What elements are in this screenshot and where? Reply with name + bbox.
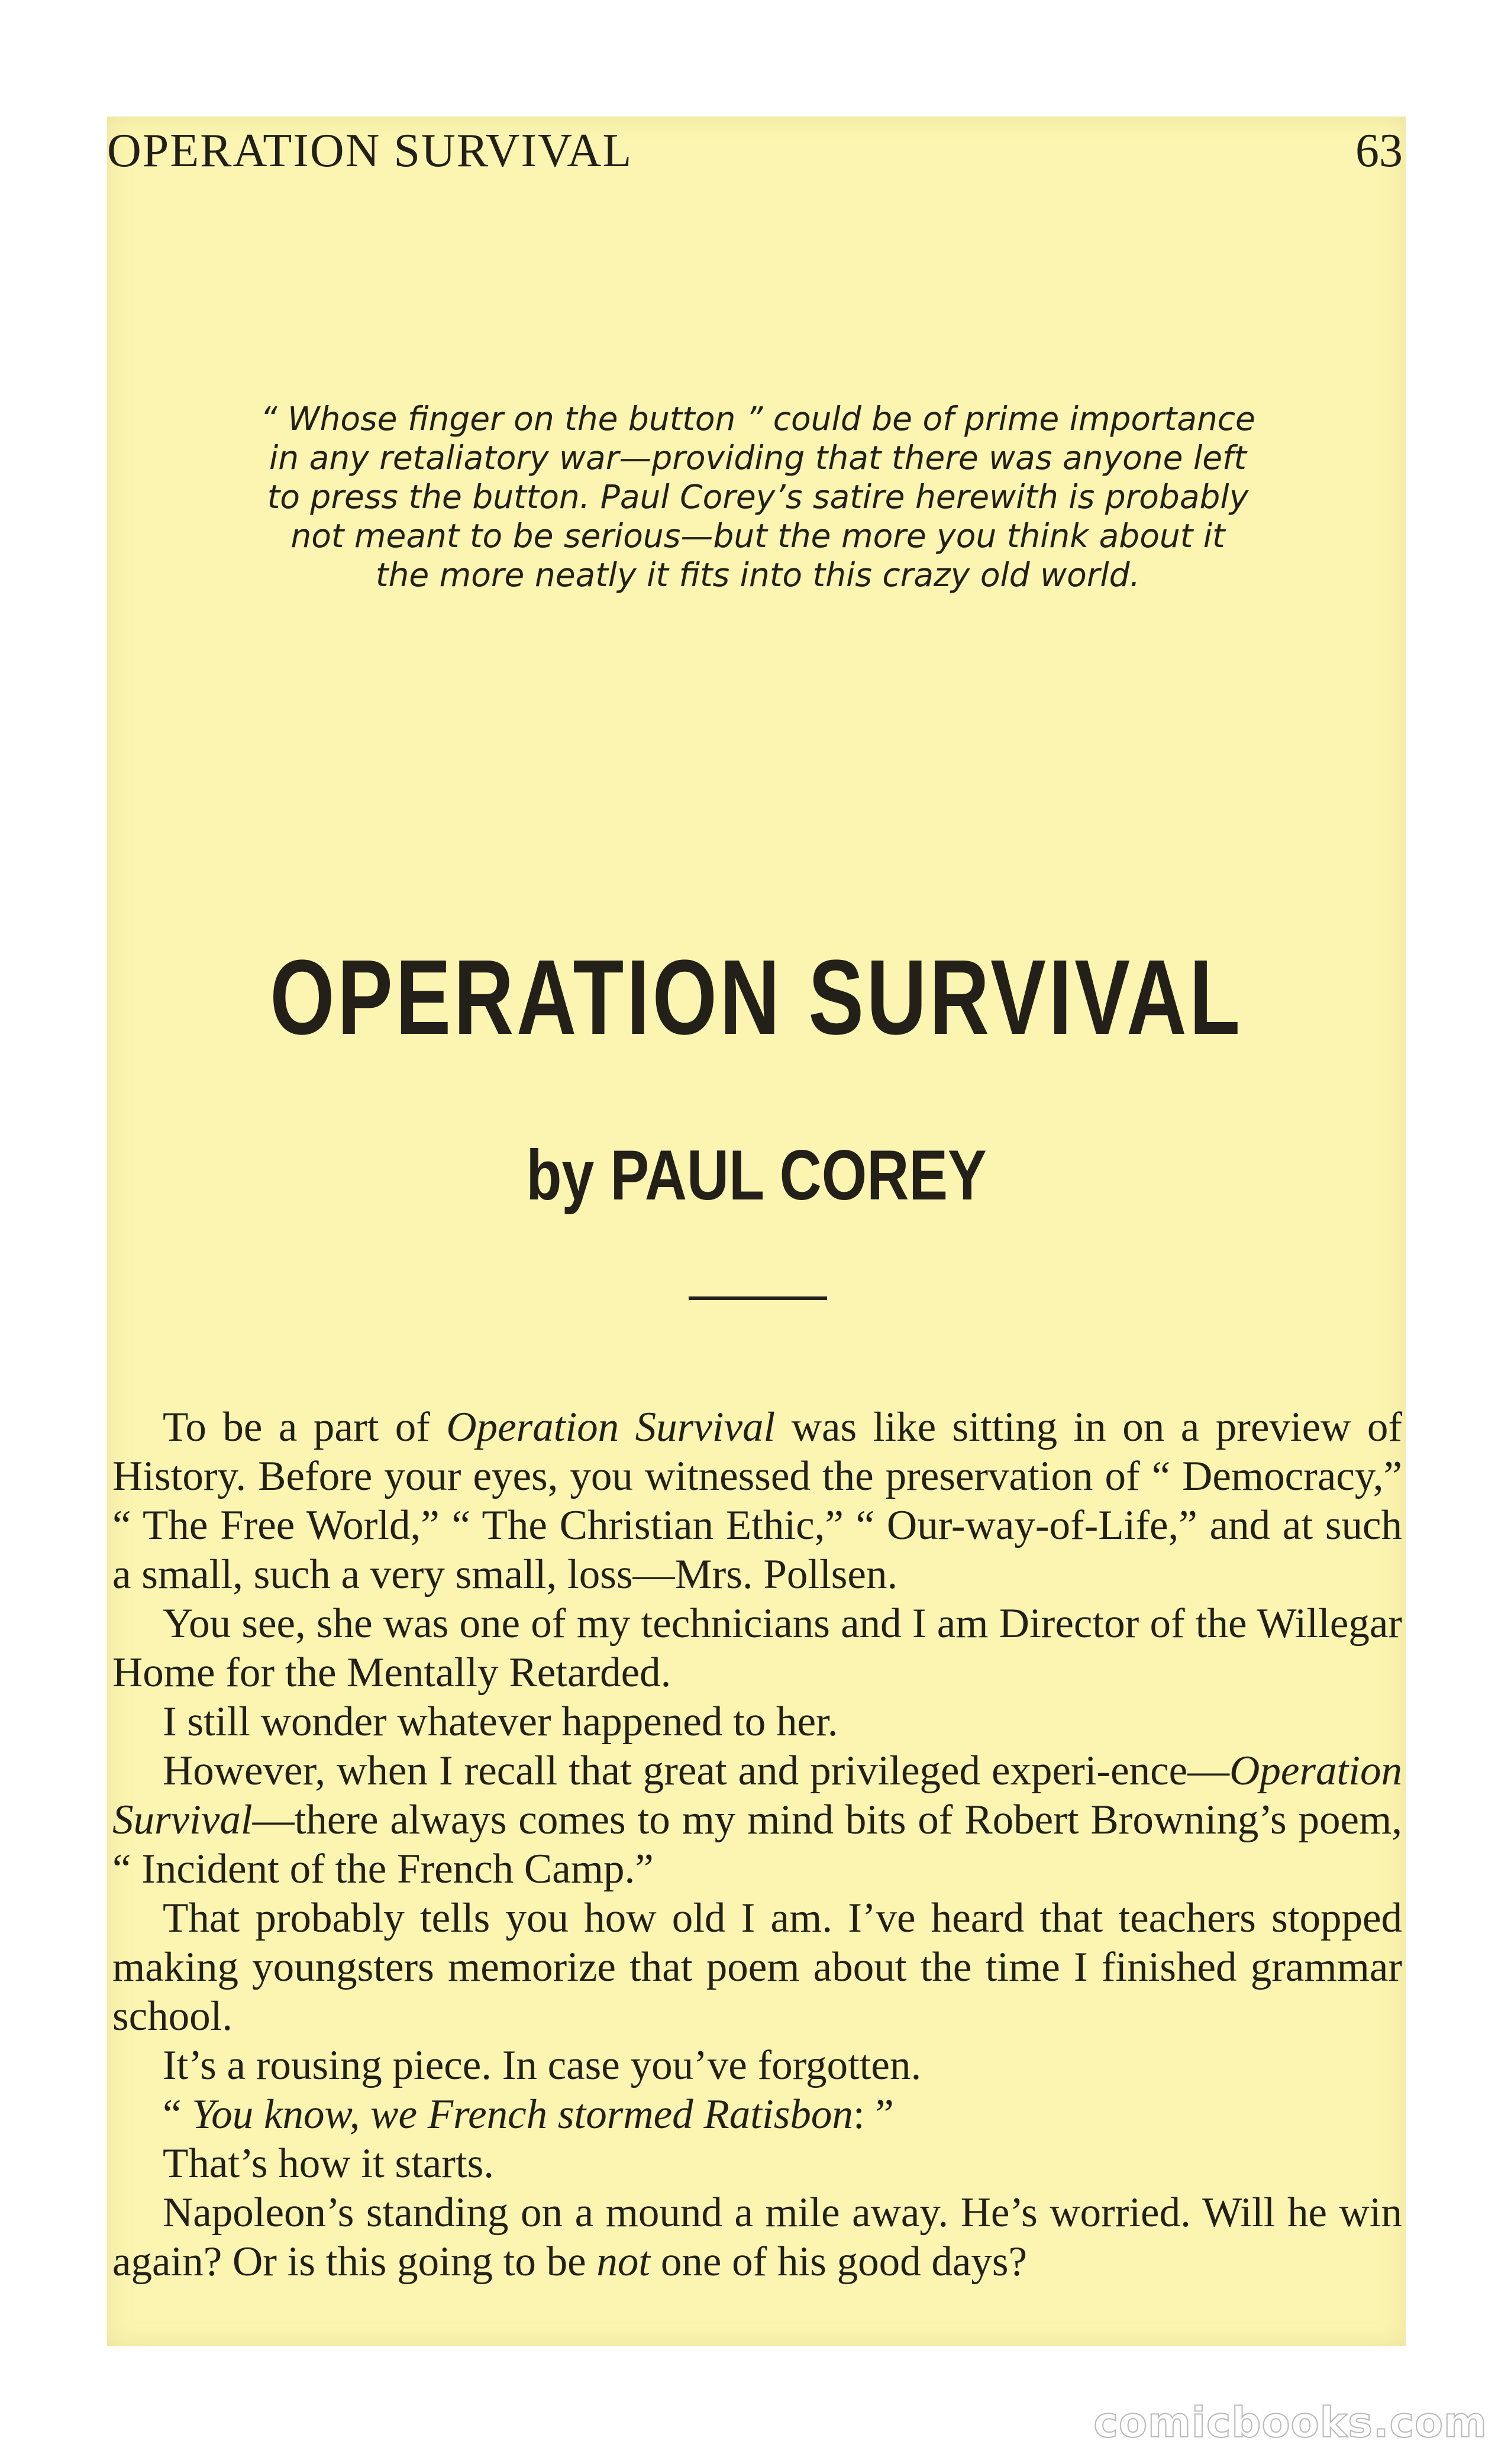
paragraph: To be a part of Operation Survival was like sitting in on a preview of History. Before your eyes, you witnessed the preservation of “ Democracy,” “ The Free World,” “ The Christian Ethic,” “ Our-way-of-Life,” and at such a small, such a very small, loss—Mrs. Pollsen. <box>112 1404 1402 1598</box>
blurb-line: “ Whose finger on the button ” could be of prime importance <box>260 400 1255 438</box>
book-page <box>107 117 1406 2346</box>
blurb-line: not meant to be serious—but the more you think about it <box>290 517 1225 555</box>
italic-phrase: Operation Survival <box>112 1748 1402 1843</box>
running-title: OPERATION SURVIVAL <box>107 125 633 177</box>
paragraph: Napoleon’s standing on a mound a mile away. He’s worried. Will he win again? Or is this going to be not one of his good days? <box>112 2190 1402 2285</box>
page-number: 63 <box>1355 125 1403 177</box>
editorial-blurb <box>225 399 1290 594</box>
paragraph: “ You know, we French stormed Ratisbon: ” <box>163 2091 894 2138</box>
paragraph: I still wonder whatever happened to her. <box>163 1699 838 1745</box>
blurb-line: in any retaliatory war—providing that there was anyone left <box>269 439 1247 477</box>
blurb-line: to press the button. Paul Corey’s satire herewith is probably <box>267 478 1249 516</box>
title-divider <box>689 1296 827 1300</box>
blurb-line: the more neatly it fits into this crazy old world. <box>375 556 1141 594</box>
paragraph: You see, she was one of my technicians and I am Director of the Willegar Home for the Mentally Retarded. <box>112 1600 1402 1696</box>
story-title: OPERATION SURVIVAL <box>270 938 1243 1057</box>
italic-phrase: not <box>596 2239 651 2285</box>
italic-phrase: Operation Survival <box>446 1404 776 1450</box>
story-body <box>112 1403 1402 2287</box>
paragraph: That’s how it starts. <box>163 2140 495 2187</box>
running-header <box>107 117 1406 205</box>
paragraph: However, when I recall that great and privileged experi-ence—Operation Survival—there always comes to my mind bits of Robert Browning’s poem, “ Incident of the French Camp.” <box>112 1748 1402 1892</box>
site-watermark: comicbooks.com <box>1093 2398 1487 2447</box>
paragraph: It’s a rousing piece. In case you’ve forgotten. <box>163 2042 922 2088</box>
story-byline: by PAUL COREY <box>526 1136 987 1215</box>
paragraph: That probably tells you how old I am. I’ve heard that teachers stopped making youngsters memorize that poem about the time I finished grammar school. <box>112 1895 1402 2039</box>
italic-phrase: You know, we French stormed Ratisbon <box>192 2091 853 2138</box>
